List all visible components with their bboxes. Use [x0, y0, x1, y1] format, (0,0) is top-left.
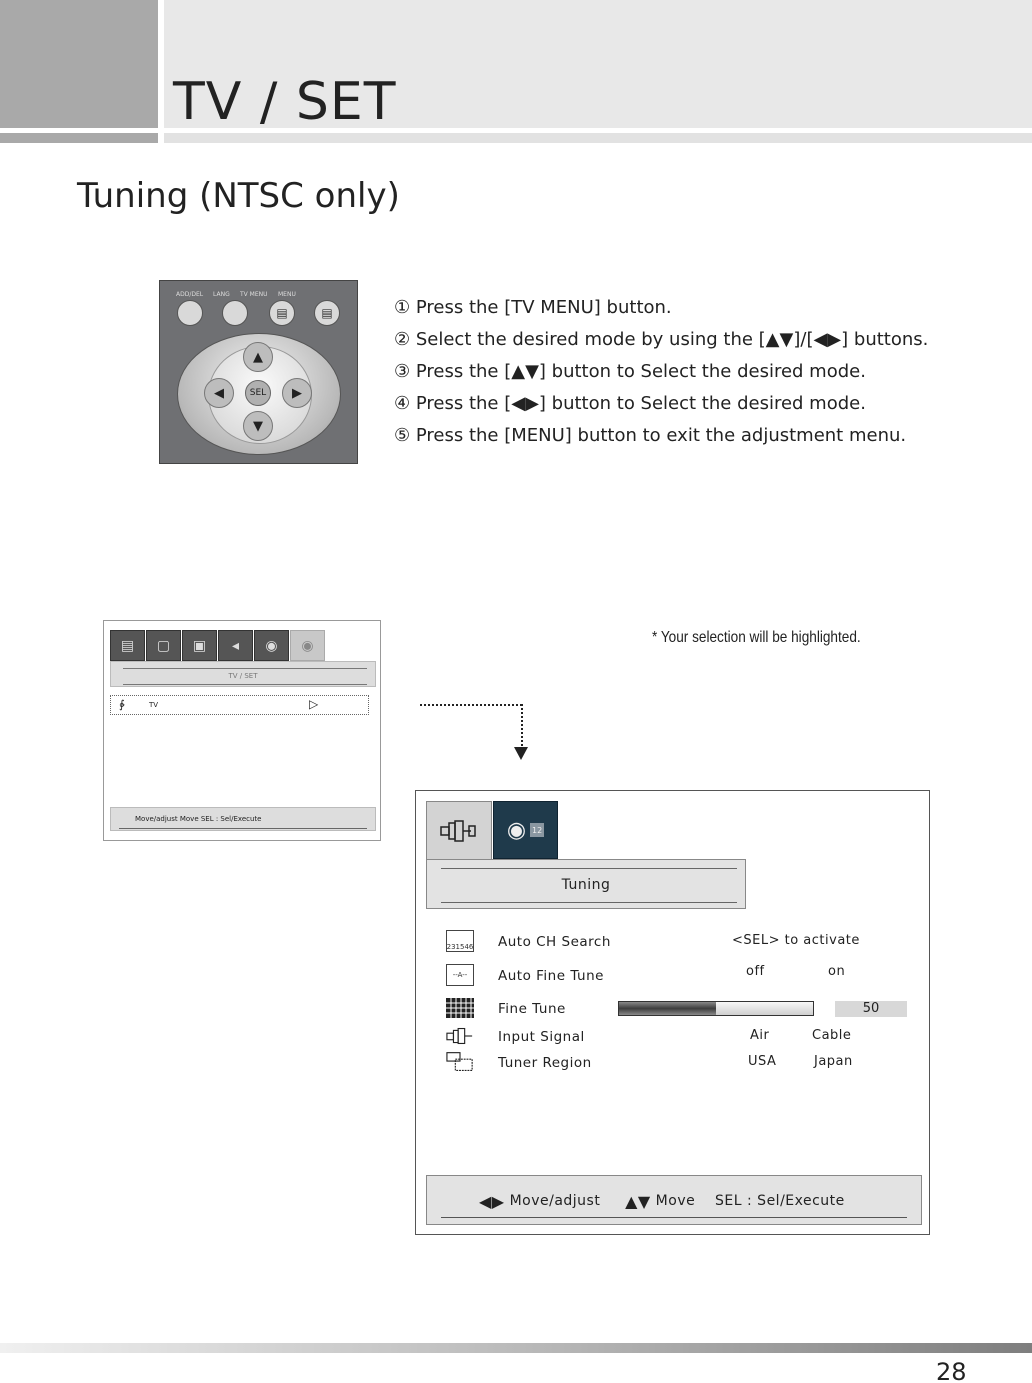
- footer-sel: SEL : Sel/Execute: [715, 1193, 845, 1209]
- tuner-region-usa[interactable]: USA: [748, 1054, 777, 1069]
- remote-add-del-button: [177, 300, 203, 326]
- left-right-arrows-icon: ◀▶: [479, 1192, 505, 1211]
- footer-move-adjust: Move/adjust: [509, 1193, 601, 1209]
- tab-tuning[interactable]: [493, 801, 558, 859]
- input-signal-air[interactable]: Air: [750, 1028, 770, 1043]
- tuner-region-icon: [446, 1051, 474, 1073]
- small-bar-line-bottom: [123, 684, 367, 685]
- small-footer-line: [119, 828, 367, 829]
- connector-icon: [439, 818, 479, 844]
- small-footer-text: Move/adjust Move SEL : Sel/Execute: [135, 815, 262, 823]
- auto-fine-tune-on[interactable]: on: [828, 964, 846, 979]
- region-icon: [446, 1051, 474, 1073]
- remote-right-arrow-icon: ▶: [282, 378, 312, 408]
- auto-fine-tune-icon: [446, 964, 474, 986]
- tuning-dial-icon: ◉: [506, 817, 527, 843]
- footer-move: Move: [655, 1193, 696, 1209]
- auto-ch-search-value[interactable]: <SEL> to activate: [732, 933, 860, 948]
- remote-label-tv-menu: TV MENU: [240, 291, 268, 298]
- plug-icon: [446, 1026, 474, 1046]
- small-row-label: TV: [149, 701, 159, 709]
- small-tab-picture-icon[interactable]: ▢: [146, 630, 181, 661]
- small-osd-menu: [103, 620, 381, 841]
- small-tab-screen-icon[interactable]: ▣: [182, 630, 217, 661]
- down-arrow-icon: [514, 747, 528, 760]
- instruction-steps: [394, 292, 928, 452]
- small-tab-sound-icon[interactable]: ◂: [218, 630, 253, 661]
- header-band-strip: [164, 133, 1032, 143]
- fine-tune-label: Fine Tune: [498, 1001, 566, 1017]
- small-bar-line-top: [123, 668, 367, 669]
- remote-up-arrow-icon: ▲: [243, 342, 273, 372]
- small-menu-footer: [110, 807, 376, 831]
- input-signal-cable[interactable]: Cable: [812, 1028, 852, 1043]
- dotted-connector-horizontal: [420, 704, 522, 706]
- up-down-arrows-icon: ▲▼: [625, 1192, 651, 1211]
- auto-ch-icon-text: 231546: [446, 943, 474, 951]
- remote-sel-button: SEL: [245, 380, 271, 406]
- fine-tune-slider-fill: [619, 1002, 716, 1015]
- tuning-menu-footer: [426, 1175, 922, 1225]
- footer-help: [479, 1192, 845, 1211]
- input-signal-label: Input Signal: [498, 1029, 585, 1045]
- step-2: ② Select the desired mode by using the [▲▼]/[◀▶] buttons.: [394, 329, 929, 350]
- input-signal-icon: [446, 1025, 474, 1047]
- page-footer-bar: [0, 1343, 1032, 1353]
- small-menu-row-tv[interactable]: [110, 695, 369, 715]
- header-gray-strip: [0, 133, 158, 143]
- row-auto-fine-tune[interactable]: [416, 964, 929, 988]
- tuning-title: Tuning: [561, 877, 611, 893]
- menu-icon: ▤: [321, 306, 333, 320]
- tuning-knob-icon: ∲: [119, 698, 125, 711]
- tab-input-signal[interactable]: [426, 801, 492, 859]
- remote-tv-menu-button: [269, 300, 295, 326]
- remote-down-arrow-icon: ▼: [243, 411, 273, 441]
- auto-ch-search-label: Auto CH Search: [498, 934, 611, 950]
- row-auto-ch-search[interactable]: [416, 930, 929, 954]
- channel-number-badge: 12: [530, 823, 544, 837]
- footer-line: [441, 1217, 907, 1218]
- small-tab-tv-set-icon[interactable]: ◉: [254, 630, 289, 661]
- remote-lang-button: [222, 300, 248, 326]
- remote-label-lang: LANG: [213, 291, 230, 298]
- auto-fine-tune-off[interactable]: off: [746, 964, 765, 979]
- remote-left-arrow-icon: ◀: [204, 378, 234, 408]
- fine-tune-value: 50: [835, 1001, 907, 1017]
- auto-fine-tune-label: Auto Fine Tune: [498, 968, 604, 984]
- fine-tune-slider[interactable]: [618, 1001, 814, 1016]
- step-5: ⑤ Press the [MENU] button to exit the adjustment menu.: [394, 425, 907, 446]
- page-title: TV / SET: [173, 72, 397, 132]
- remote-label-menu: MENU: [278, 291, 296, 298]
- chevron-right-icon: ▷: [309, 697, 319, 711]
- section-title: Tuning (NTSC only): [77, 176, 400, 216]
- selection-note: * Your selection will be highlighted.: [652, 629, 861, 646]
- step-1: ① Press the [TV MENU] button.: [394, 297, 672, 318]
- tuning-osd-menu: [415, 790, 930, 1235]
- auto-fine-icon-text: --A--: [452, 971, 468, 979]
- remote-menu-button: [314, 300, 340, 326]
- step-4: ④ Press the [◀▶] button to Select the desired mode.: [394, 393, 866, 414]
- small-tab-extra-icon[interactable]: ◉: [290, 630, 325, 661]
- step-3: ③ Press the [▲▼] button to Select the desired mode.: [394, 361, 866, 382]
- row-tuner-region[interactable]: [416, 1051, 929, 1075]
- tuner-region-label: Tuner Region: [498, 1055, 592, 1071]
- fine-tune-grid-icon: [446, 997, 474, 1019]
- small-menu-title-bar: [110, 661, 376, 687]
- remote-control-illustration: [159, 280, 358, 464]
- auto-ch-search-icon: [446, 930, 474, 952]
- row-input-signal[interactable]: [416, 1025, 929, 1049]
- remote-label-add-del: ADD/DEL: [176, 291, 204, 298]
- small-tab-input-icon[interactable]: ▤: [110, 630, 145, 661]
- page-number: 28: [936, 1358, 967, 1383]
- tuning-title-bar: [426, 859, 746, 909]
- header-gray-block: [0, 0, 158, 128]
- title-bar-line-top: [441, 868, 737, 869]
- small-menu-title: TV / SET: [228, 672, 258, 680]
- tuner-region-japan[interactable]: Japan: [814, 1054, 853, 1069]
- title-bar-line-bottom: [441, 902, 737, 903]
- tv-menu-icon: ▤: [276, 306, 288, 320]
- dotted-connector-vertical: [521, 704, 523, 750]
- row-fine-tune[interactable]: [416, 997, 929, 1021]
- grid-icon: [446, 998, 474, 1018]
